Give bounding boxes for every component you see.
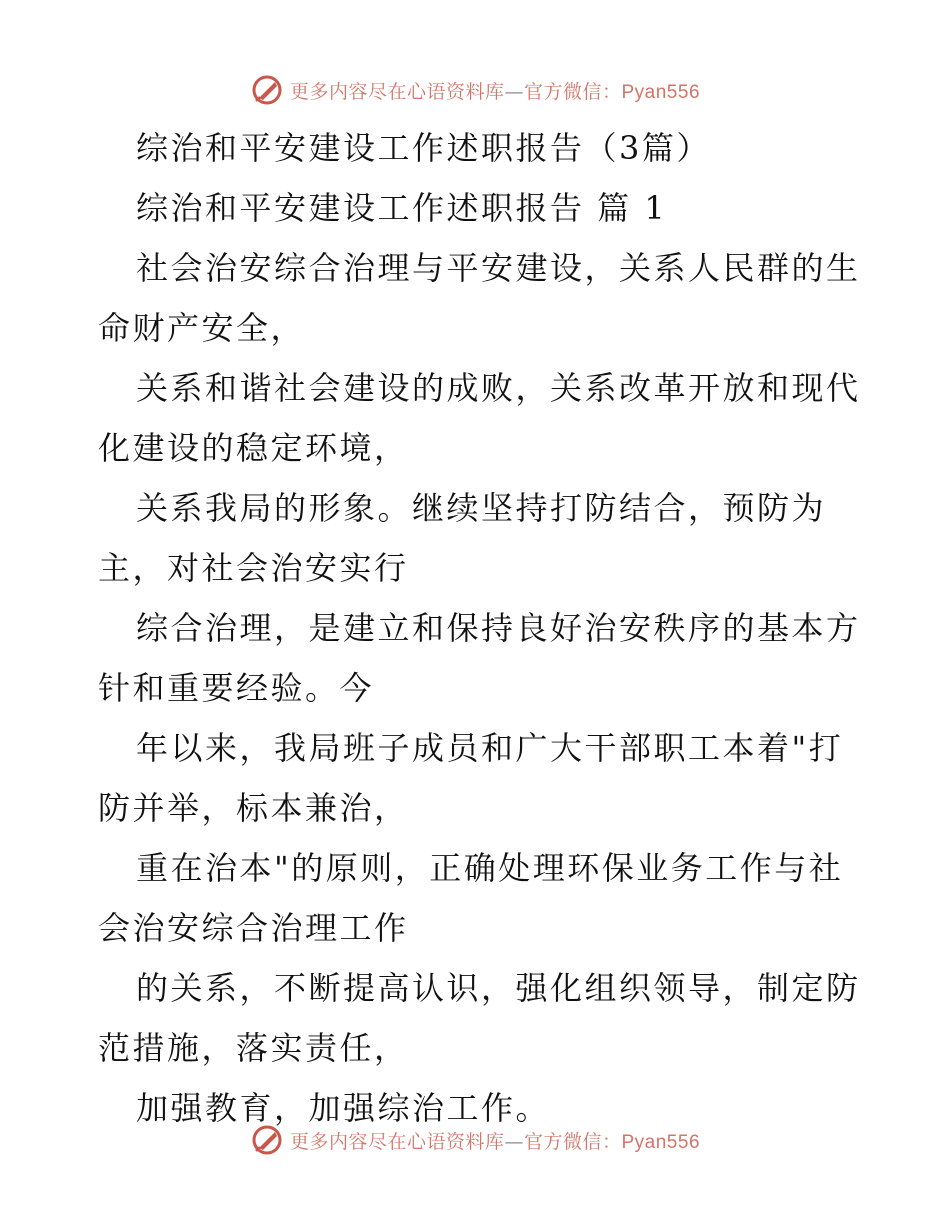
banner-wechat-label: 官方微信： (523, 1130, 622, 1153)
doc-line: 关系我局的形象。继续坚持打防结合，预防为 (136, 489, 827, 527)
doc-line: 社会治安综合治理与平安建设，关系人民群的生 (136, 249, 861, 287)
banner-text (290, 77, 700, 104)
doc-line: 主，对社会治安实行 (98, 549, 409, 587)
banner-wechat-label: 官方微信： (523, 80, 622, 103)
banner-wechat-id: Pyan556 (621, 1131, 701, 1153)
document-body (98, 118, 861, 1138)
doc-line: 年以来，我局班子成员和广大干部职工本着"打 (136, 729, 844, 767)
doc-line: 重在治本"的原则，正确处理环保业务工作与社 (136, 849, 844, 887)
doc-line: 化建设的稳定环境， (98, 429, 409, 467)
doc-line: 加强教育，加强综治工作。 (136, 1089, 551, 1127)
quill-logo-icon (250, 1123, 284, 1157)
header-watermark-banner (0, 70, 950, 110)
doc-line: 的关系，不断提高认识，强化组织领导，制定防 (136, 969, 861, 1007)
banner-separator: — (504, 80, 524, 103)
banner-main-text: 更多内容尽在心语资料库 (289, 80, 505, 103)
banner-wechat-id: Pyan556 (621, 81, 701, 103)
doc-line: 命财产安全， (98, 309, 306, 347)
doc-line: 关系和谐社会建设的成败，关系改革开放和现代 (136, 369, 861, 407)
banner-separator: — (504, 1130, 524, 1153)
banner-text (290, 1127, 700, 1154)
doc-line: 会治安综合治理工作 (98, 909, 409, 947)
doc-line: 综合治理，是建立和保持良好治安秩序的基本方 (136, 609, 861, 647)
banner-main-text: 更多内容尽在心语资料库 (289, 1130, 505, 1153)
quill-logo-icon (250, 73, 284, 107)
doc-section-heading: 综治和平安建设工作述职报告 篇 1 (136, 189, 668, 227)
doc-line: 范措施，落实责任， (98, 1029, 409, 1067)
doc-line: 防并举，标本兼治， (98, 789, 409, 827)
footer-watermark-banner (0, 1120, 950, 1160)
doc-title: 综治和平安建设工作述职报告（3篇） (136, 129, 711, 167)
doc-line: 针和重要经验。今 (98, 669, 375, 707)
